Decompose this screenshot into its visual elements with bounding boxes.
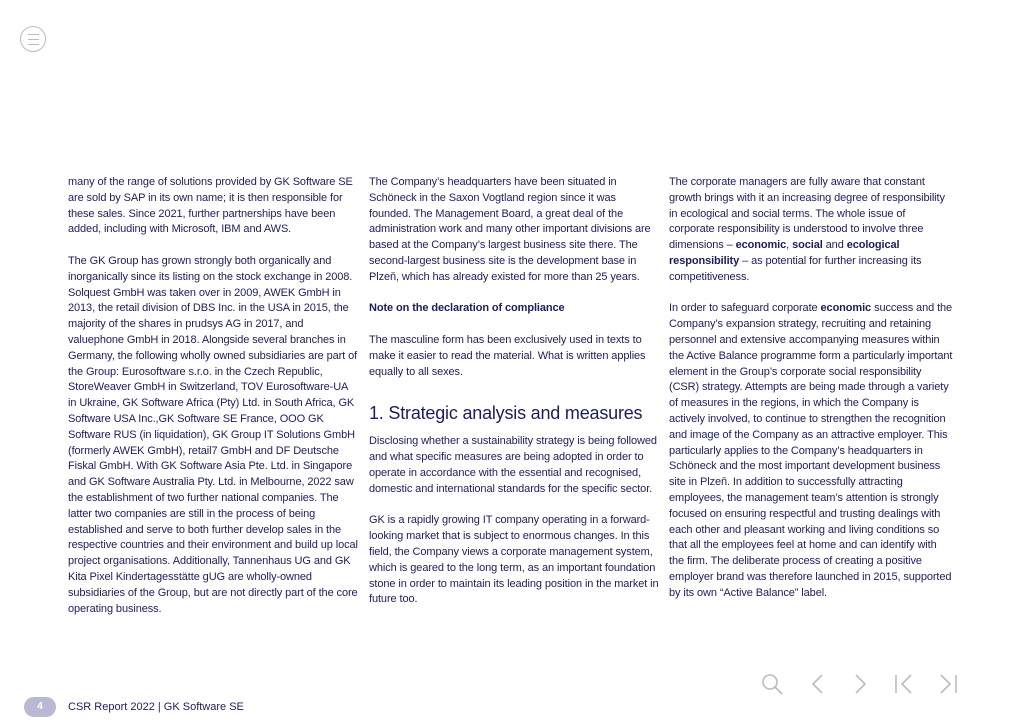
page-number-badge: 4 <box>24 697 56 717</box>
text-column-2 <box>369 175 659 624</box>
text-column-1 <box>68 175 358 633</box>
text-column-3 <box>669 175 953 617</box>
text-run: and <box>825 239 844 252</box>
bold-term: social <box>792 239 823 252</box>
hamburger-line <box>28 39 39 40</box>
last-page-icon[interactable] <box>936 672 960 696</box>
menu-button[interactable] <box>20 26 46 52</box>
footer-title: CSR Report 2022 | GK Software SE <box>68 701 244 713</box>
text-run: , <box>786 239 790 252</box>
note-heading: Note on the declaration of compliance <box>369 302 565 315</box>
paragraph: Disclosing whether a sustainability strategy is being followed and what specific measures are being adopted in order to operate in accordance with the essential and recognised, domestic and international standards for the specific sector. <box>369 435 657 495</box>
bold-term: ecological responsibility <box>669 239 900 267</box>
paragraph: GK is a rapidly growing IT company operating in a forward-looking market that is subject to enormous changes. In this field, the Company views a corporate management system, which is geared to the long term, as an important foundation stone in order to maintain its leading position in the market in future too. <box>369 514 659 606</box>
first-page-icon[interactable] <box>892 672 916 696</box>
section-heading: 1. Strategic analysis and measures <box>369 403 643 424</box>
paragraph: many of the range of solutions provided by GK Software SE are sold by SAP in its own name; it is then responsible for these sales. Since 2021, further partnerships have been added, including with Microsoft, IBM and AWS. <box>68 176 353 236</box>
text-run: In order to safeguard corporate <box>669 302 818 315</box>
paragraph: The masculine form has been exclusively used in texts to make it easier to read the material. What is written applies equally to all sexes. <box>369 333 646 378</box>
hamburger-menu-icon <box>28 34 39 35</box>
hamburger-line <box>28 44 39 45</box>
bold-term: economic <box>820 302 872 315</box>
text-run: success and the Company’s expansion strategy, recruiting and retaining personnel and extensive accompanying measures within the Active Balance programme form a particularly important element in the Group’s corporate social responsibility (CSR) strategy. Attempts are being made through a variety of measures in the regions, in which the Company is actively involved, to continue to strengthen the recognition and image of the Company as an attractive employer. This particularly applies to the Company’s headquarters in Schöneck and the most important development business site in Plzeň. In addition to successfully attracting employees, the management team’s attention is strongly focused on ensuring respectful and trusting dealings with each other and pleasant working and living conditions so that all the employees feel at home and can identify with the firm. The deliberate process of creating a positive employer brand was therefore launched in 2015, supported by its own “Active Balance” label. <box>669 302 953 599</box>
paragraph <box>669 175 953 286</box>
search-icon[interactable] <box>760 672 784 696</box>
paragraph <box>669 301 953 601</box>
text-run: The corporate managers are fully aware that constant growth brings with it an increasing degree of responsibility in ecological and social terms. The whole issue of corporate responsibility is understood to involve three dimensions – <box>669 176 945 252</box>
previous-page-icon[interactable] <box>806 672 830 696</box>
next-page-icon[interactable] <box>848 672 872 696</box>
bold-term: economic <box>735 239 787 252</box>
text-run: – as potential for further increasing its competitiveness. <box>669 254 922 283</box>
paragraph: The Company’s headquarters have been situated in Schöneck in the Saxon Vogtland region since it was founded. The Management Board, a great deal of the administration work and many other important divisions are based at the Company’s largest business site there. The second-largest business site is the development base in Plzeň, which has already existed for more than 25 years. <box>369 176 651 283</box>
paragraph: The GK Group has grown strongly both organically and inorganically since its listing on the stock exchange in 2008. Solquest GmbH was taken over in 2009, AWEK GmbH in 2013, the retail division of DBS Inc. in the USA in 2015, the majority of the shares in prudsys AG in 2017, and valuephone GmbH in 2018. Alongside several branches in Germany, the following wholly owned subsidiaries are part of the Group: Eurosoftware s.r.o. in the Czech Republic, StoreWeaver GmbH in Switzerland, TOV Eurosoftware-UA in Ukraine, GK Software Africa (Pty) Ltd. in South Africa, GK Software USA Inc.,GK Software SE France, OOO GK Software RUS (in liquidation), GK Group IT Solutions GmbH (formerly AWEK GmbH), retail7 GmbH and DF Deutsche Fiskal GmbH. With GK Software Asia Pte. Ltd. in Singapore and GK Software Australia Pty. Ltd. in Melbourne, 2022 saw the establishment of two further national companies. The latter two companies are still in the process of being established and serve to both further develop sales in the respective countries and their environment and build up local project organisations. Additionally, Tannenhaus UG and GK Kita Pixel Kindertagesstätte gUG are wholly-owned subsidiaries of the Group, but are not directly part of the core operating business. <box>68 254 358 615</box>
